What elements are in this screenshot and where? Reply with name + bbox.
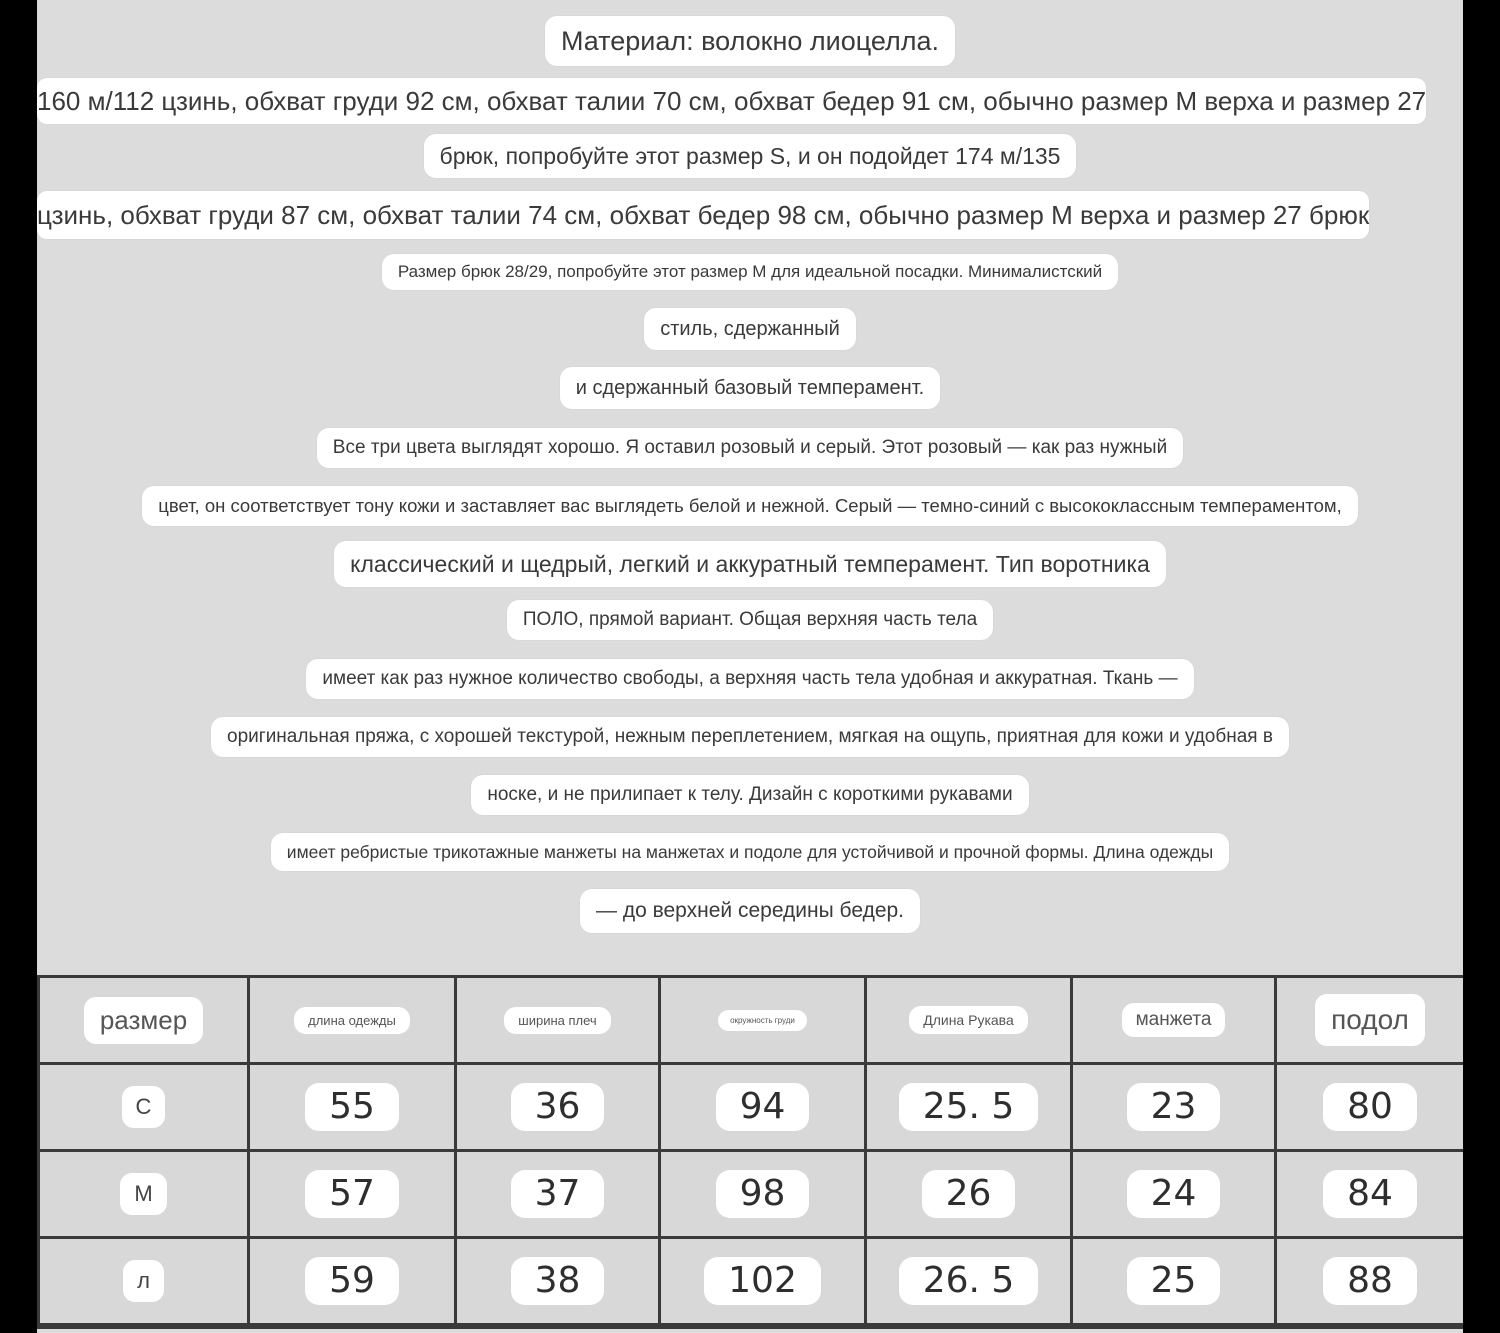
value-cuff: 25: [1127, 1257, 1221, 1305]
text-line: [37, 308, 1463, 350]
value-hem: 84: [1323, 1170, 1417, 1218]
value-hem: 80: [1323, 1083, 1417, 1131]
value-hem: 88: [1323, 1257, 1417, 1305]
header-chest: окружность груди: [718, 1010, 807, 1031]
size-cell: [39, 1151, 249, 1238]
text-line: [37, 541, 1463, 587]
description-line-material: Материал: волокно лиоцелла.: [545, 16, 955, 66]
size-cell: [39, 1064, 249, 1151]
text-line: [37, 600, 1463, 640]
value-cell: [456, 1064, 660, 1151]
header-length: длина одежды: [294, 1007, 410, 1034]
value-chest: 94: [716, 1083, 810, 1131]
description-line: оригинальная пряжа, с хорошей текстурой, нежным переплетением, мягкая на ощупь, приятная для кожи и удобная в: [211, 717, 1289, 757]
size-table: [37, 975, 1463, 1326]
table-header-row: [39, 977, 1464, 1064]
description-line: — до верхней середины бедер.: [580, 889, 920, 933]
value-cell: [456, 1238, 660, 1325]
description-line: имеет как раз нужное количество свободы, а верхняя часть тела удобная и аккуратная. Ткань —: [306, 659, 1193, 699]
value-cell: [1072, 1238, 1276, 1325]
text-line: [37, 833, 1463, 871]
description-line: носке, и не прилипает к телу. Дизайн с короткими рукавами: [471, 775, 1028, 815]
text-line: [37, 254, 1463, 290]
description-line: стиль, сдержанный: [644, 308, 856, 350]
size-label: С: [122, 1086, 166, 1128]
product-description-panel: [37, 0, 1463, 1333]
value-length: 55: [305, 1083, 399, 1131]
value-cuff: 23: [1127, 1083, 1221, 1131]
text-line: [37, 367, 1463, 409]
value-cell: [249, 1064, 456, 1151]
text-line: [37, 191, 1369, 239]
value-sleeve: 26: [922, 1170, 1016, 1218]
description-line: цвет, он соответствует тону кожи и заставляет вас выглядеть белой и нежной. Серый — темно-синий с высококлассным темпераментом,: [142, 486, 1358, 526]
size-label: М: [120, 1173, 166, 1215]
header-cell: [39, 977, 249, 1064]
description-line: цзинь, обхват груди 87 см, обхват талии 74 см, обхват бедер 98 см, обычно размер М верха и размер 27 брюк: [37, 191, 1369, 239]
header-sleeve: Длина Рукава: [909, 1006, 1028, 1034]
value-cell: [249, 1238, 456, 1325]
value-length: 57: [305, 1170, 399, 1218]
value-cell: [660, 1151, 866, 1238]
description-line: 160 м/112 цзинь, обхват груди 92 см, обхват талии 70 см, обхват бедер 91 см, обычно размер М верха и размер 27: [37, 78, 1426, 124]
table-bottom-rule: [37, 1326, 1463, 1329]
header-size: размер: [84, 997, 203, 1044]
value-cell: [456, 1151, 660, 1238]
text-line: [37, 486, 1463, 526]
description-line: имеет ребристые трикотажные манжеты на манжетах и подоле для устойчивой и прочной формы. Длина одежды: [271, 833, 1229, 871]
value-cell: [1072, 1064, 1276, 1151]
text-line: [37, 889, 1463, 933]
header-cell: [1276, 977, 1464, 1064]
value-cell: [1276, 1064, 1464, 1151]
header-cell: [1072, 977, 1276, 1064]
value-cell: [1276, 1238, 1464, 1325]
value-cell: [660, 1238, 866, 1325]
value-cell: [866, 1238, 1072, 1325]
value-cell: [866, 1151, 1072, 1238]
value-sleeve: 26. 5: [899, 1257, 1039, 1305]
text-line: [37, 428, 1463, 468]
value-cuff: 24: [1127, 1170, 1221, 1218]
value-chest: 102: [704, 1257, 821, 1305]
value-cell: [866, 1064, 1072, 1151]
text-line: [37, 16, 1463, 66]
header-cell: [866, 977, 1072, 1064]
header-hem: подол: [1315, 994, 1425, 1046]
size-cell: [39, 1238, 249, 1325]
value-cell: [1276, 1151, 1464, 1238]
value-shoulder: 37: [511, 1170, 605, 1218]
table-row: [39, 1151, 1464, 1238]
description-line: Все три цвета выглядят хорошо. Я оставил розовый и серый. Этот розовый — как раз нужный: [317, 428, 1183, 468]
value-cell: [660, 1064, 866, 1151]
description-line: Размер брюк 28/29, попробуйте этот размер М для идеальной посадки. Минималистский: [382, 254, 1118, 290]
description-line: ПОЛО, прямой вариант. Общая верхняя часть тела: [507, 600, 993, 640]
value-cell: [1072, 1151, 1276, 1238]
text-line: [37, 659, 1463, 699]
description-line: и сдержанный базовый темперамент.: [560, 367, 940, 409]
header-cell: [660, 977, 866, 1064]
description-line: брюк, попробуйте этот размер S, и он подойдет 174 м/135: [424, 134, 1077, 178]
table-row: [39, 1064, 1464, 1151]
value-cell: [249, 1151, 456, 1238]
size-label: л: [123, 1260, 164, 1302]
description-line: классический и щедрый, легкий и аккуратный темперамент. Тип воротника: [334, 541, 1166, 587]
value-shoulder: 38: [511, 1257, 605, 1305]
header-cell: [456, 977, 660, 1064]
value-shoulder: 36: [511, 1083, 605, 1131]
header-shoulder: ширина плеч: [504, 1007, 610, 1034]
value-chest: 98: [716, 1170, 810, 1218]
header-cuff: манжета: [1122, 1003, 1226, 1037]
header-cell: [249, 977, 456, 1064]
value-sleeve: 25. 5: [899, 1083, 1039, 1131]
value-length: 59: [305, 1257, 399, 1305]
text-line: [37, 78, 1426, 124]
table-row: [39, 1238, 1464, 1325]
text-line: [37, 134, 1463, 178]
text-line: [37, 775, 1463, 815]
text-line: [37, 717, 1463, 757]
